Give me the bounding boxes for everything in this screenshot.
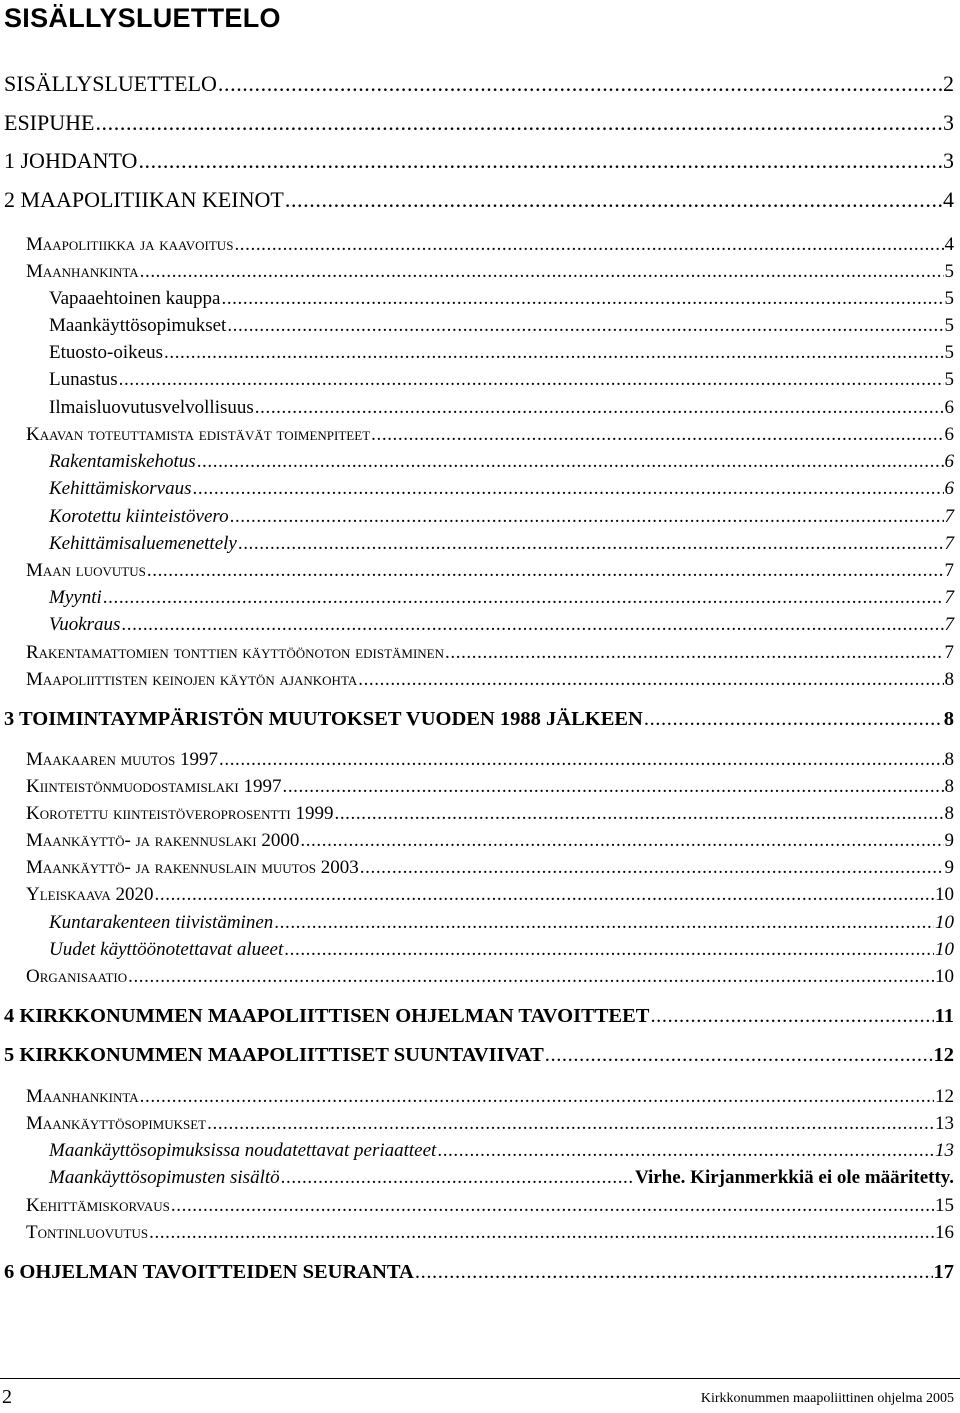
toc-entry-page: 13 xyxy=(935,1140,954,1161)
toc-leader xyxy=(193,478,944,500)
toc-entry-page: 8 xyxy=(944,776,954,797)
toc-entry[interactable] xyxy=(49,342,954,364)
toc-entry-page: 7 xyxy=(944,560,954,581)
toc-leader xyxy=(221,288,943,310)
toc-entry-page: 5 xyxy=(944,288,954,309)
toc-entry-title: 5 KIRKKONUMMEN MAAPOLIITTISET SUUNTAVIIVAT xyxy=(4,1044,544,1066)
toc-entry-page: 4 xyxy=(944,234,954,255)
toc-entry-title: Maankäyttösopimukset xyxy=(26,1113,207,1134)
toc-leader xyxy=(445,642,943,664)
toc-entry[interactable] xyxy=(49,912,954,934)
toc-entry-page: 5 xyxy=(944,315,954,336)
toc-leader xyxy=(119,369,944,391)
toc-entry-title: Tontinluovutus xyxy=(26,1222,149,1243)
toc-entry-title: Lunastus xyxy=(49,369,118,390)
toc-entry-page: 10 xyxy=(935,966,954,987)
toc-entry[interactable] xyxy=(4,187,954,213)
toc-entry-page: 17 xyxy=(933,1261,954,1283)
toc-entry[interactable] xyxy=(49,506,954,528)
toc-entry[interactable] xyxy=(49,587,954,609)
toc-entry-title: Rakentamattomien tonttien käyttöönoton edistäminen xyxy=(26,642,445,663)
toc-entry[interactable] xyxy=(26,1113,954,1135)
toc-entry[interactable] xyxy=(26,234,954,256)
toc-leader xyxy=(360,857,944,879)
toc-entry-title: Maankäyttösopimusten sisältö xyxy=(49,1167,280,1188)
toc-leader xyxy=(545,1044,933,1067)
toc-entry[interactable] xyxy=(26,749,954,771)
toc-leader xyxy=(171,1195,934,1217)
toc-leader xyxy=(334,803,943,825)
toc-entry-title: Kehittämiskorvaus xyxy=(49,478,192,499)
toc-entry[interactable] xyxy=(4,1261,954,1284)
toc-entry-title: Maapolitiikka ja kaavoitus xyxy=(26,234,234,255)
toc-entry-title: 3 TOIMINTAYMPÄRISTÖN MUUTOKSET VUODEN 1988 JÄLKEEN xyxy=(4,708,643,730)
footer-page-number: 2 xyxy=(2,1386,12,1408)
toc-entry[interactable] xyxy=(49,939,954,961)
toc-entry-title: Maanhankinta xyxy=(26,261,139,282)
toc-entry-page: 10 xyxy=(935,912,954,933)
toc-entry-page: 12 xyxy=(935,1086,954,1107)
toc-leader xyxy=(164,342,944,364)
footer-document-title: Kirkkonummen maapoliittinen ohjelma 2005 xyxy=(700,1391,954,1406)
toc-entry[interactable] xyxy=(49,288,954,310)
toc-entry-page: 9 xyxy=(944,857,954,878)
toc-leader xyxy=(207,1113,934,1135)
toc-entry-title: Korotettu kiinteistöveroprosentti 1999 xyxy=(26,803,334,824)
page-title: SISÄLLYSLUETTELO xyxy=(4,3,281,33)
toc-entry[interactable] xyxy=(26,966,954,988)
toc-leader xyxy=(415,1261,933,1284)
toc-entry[interactable] xyxy=(49,315,954,337)
toc-leader xyxy=(650,1005,933,1028)
toc-leader xyxy=(140,1086,934,1108)
toc-leader xyxy=(147,560,944,582)
toc-entry-page: 8 xyxy=(943,708,954,730)
toc-entry[interactable] xyxy=(26,669,954,691)
toc-entry-page: 16 xyxy=(935,1222,954,1243)
toc-entry-title: Maankäyttö- ja rakennuslaki 2000 xyxy=(26,830,300,851)
toc-entry-title: Uudet käyttöönotettavat alueet xyxy=(49,939,284,960)
toc-entry-title: Maan luovutus xyxy=(26,560,146,581)
toc-entry-title: Kiinteistönmuodostamislaki 1997 xyxy=(26,776,282,797)
toc-entry-title: Vuokraus xyxy=(49,614,121,635)
toc-entry-title: 2 MAAPOLITIIKAN KEINOT xyxy=(4,187,284,212)
toc-leader xyxy=(95,110,942,136)
toc-leader xyxy=(358,669,943,691)
toc-entry-page: 5 xyxy=(944,261,954,282)
toc-leader xyxy=(140,261,944,283)
toc-entry[interactable] xyxy=(4,71,954,97)
toc-entry-page: 8 xyxy=(944,803,954,824)
toc-entry[interactable] xyxy=(26,803,954,825)
toc-entry-page: 7 xyxy=(944,614,954,635)
toc-leader xyxy=(644,708,943,731)
toc-entry[interactable] xyxy=(26,830,954,852)
toc-entry[interactable] xyxy=(26,424,954,446)
toc-entry-page: 12 xyxy=(933,1044,954,1066)
toc-leader xyxy=(128,966,934,988)
toc-entry[interactable] xyxy=(49,478,954,500)
toc-entry[interactable] xyxy=(49,1167,954,1189)
toc-leader xyxy=(121,614,943,636)
toc-leader xyxy=(282,776,943,798)
toc-entry-page: 7 xyxy=(944,587,954,608)
toc-entry-page: 15 xyxy=(935,1195,954,1216)
toc-leader xyxy=(218,71,942,97)
toc-entry[interactable] xyxy=(4,1044,954,1067)
toc-entry[interactable] xyxy=(49,533,954,555)
toc-entry-title: Maanhankinta xyxy=(26,1086,139,1107)
toc-entry-title: Vapaaehtoinen kauppa xyxy=(49,288,221,309)
toc-entry-title: Kehittämiskorvaus xyxy=(26,1195,170,1216)
toc-entry-title: Myynti xyxy=(49,587,102,608)
toc-entry-title: 6 OHJELMAN TAVOITTEIDEN SEURANTA xyxy=(4,1261,414,1283)
toc-entry[interactable] xyxy=(26,1086,954,1108)
toc-entry[interactable] xyxy=(49,369,954,391)
toc-leader xyxy=(138,148,942,174)
toc-entry[interactable] xyxy=(49,397,954,419)
toc-entry-title: Maankäyttö- ja rakennuslain muutos 2003 xyxy=(26,857,359,878)
toc-entry-page: 3 xyxy=(943,110,954,135)
footer-divider xyxy=(0,1378,960,1379)
toc-entry-title: Korotettu kiinteistövero xyxy=(49,506,229,527)
toc-entry[interactable] xyxy=(26,1195,954,1217)
toc-entry-title: ESIPUHE xyxy=(4,110,95,135)
toc-entry-page: 4 xyxy=(943,187,954,212)
toc-leader xyxy=(300,830,943,852)
toc-leader xyxy=(371,424,943,446)
toc-entry[interactable] xyxy=(26,776,954,798)
toc-leader xyxy=(227,315,943,337)
toc-leader xyxy=(230,506,944,528)
toc-entry[interactable] xyxy=(26,261,954,283)
toc-leader xyxy=(219,749,944,771)
toc-leader xyxy=(437,1140,934,1162)
toc-leader xyxy=(281,1167,634,1189)
toc-entry-page: 3 xyxy=(943,148,954,173)
toc-entry[interactable] xyxy=(26,884,954,906)
toc-entry-title: Yleiskaava 2020 xyxy=(26,884,154,905)
toc-entry[interactable] xyxy=(26,642,954,664)
toc-entry-title: Maankäyttösopimuksissa noudatettavat periaatteet xyxy=(49,1140,437,1161)
toc-entry-page: 6 xyxy=(944,478,954,499)
toc-entry[interactable] xyxy=(4,708,954,731)
toc-leader xyxy=(285,187,942,213)
toc-entry-page: 10 xyxy=(935,939,954,960)
toc-entry-title: 1 JOHDANTO xyxy=(4,148,138,173)
toc-leader xyxy=(103,587,944,609)
toc-entry-page: 6 xyxy=(944,397,954,418)
toc-leader xyxy=(197,451,944,473)
toc-entry-page: 7 xyxy=(944,533,954,554)
toc-entry-page: 7 xyxy=(944,642,954,663)
toc-entry[interactable] xyxy=(4,148,954,174)
toc-entry-page: 6 xyxy=(944,424,954,445)
toc-entry-page: 5 xyxy=(944,342,954,363)
toc-leader xyxy=(255,397,944,419)
toc-entry-page: 5 xyxy=(944,369,954,390)
toc-entry-page: 9 xyxy=(944,830,954,851)
toc-entry-page: 8 xyxy=(944,669,954,690)
toc-entry-page: 8 xyxy=(944,749,954,770)
toc-entry-title: Maakaaren muutos 1997 xyxy=(26,749,218,770)
toc-entry[interactable] xyxy=(49,1140,954,1162)
toc-entry[interactable] xyxy=(26,1222,954,1244)
toc-entry-title: Etuosto-oikeus xyxy=(49,342,163,363)
toc-leader xyxy=(155,884,934,906)
toc-leader xyxy=(284,939,934,961)
toc-entry-title: Kuntarakenteen tiivistäminen xyxy=(49,912,274,933)
toc-entry-page: Virhe. Kirjanmerkkiä ei ole määritetty. xyxy=(634,1167,954,1188)
toc-entry[interactable] xyxy=(26,857,954,879)
toc-entry[interactable] xyxy=(49,614,954,636)
toc-entry-title: Kehittämisaluemenettely xyxy=(49,533,237,554)
toc-entry-title: Rakentamiskehotus xyxy=(49,451,196,472)
toc-entry[interactable] xyxy=(49,451,954,473)
toc-entry-page: 6 xyxy=(944,451,954,472)
toc-entry[interactable] xyxy=(4,1005,954,1028)
toc-entry[interactable] xyxy=(26,560,954,582)
toc-leader xyxy=(238,533,944,555)
toc-leader xyxy=(149,1222,934,1244)
toc-entry[interactable] xyxy=(4,110,954,136)
toc-entry-page: 11 xyxy=(934,1005,954,1027)
toc-leader xyxy=(234,234,943,256)
toc-entry-title: SISÄLLYSLUETTELO xyxy=(4,71,217,96)
toc-entry-page: 13 xyxy=(935,1113,954,1134)
toc-entry-page: 2 xyxy=(943,71,954,96)
toc-entry-title: Organisaatio xyxy=(26,966,128,987)
toc-entry-title: Maapoliittisten keinojen käytön ajankohta xyxy=(26,669,358,690)
toc-entry-title: 4 KIRKKONUMMEN MAAPOLIITTISEN OHJELMAN TAVOITTEET xyxy=(4,1005,650,1027)
toc-entry-page: 7 xyxy=(944,506,954,527)
toc-entry-title: Ilmaisluovutusvelvollisuus xyxy=(49,397,254,418)
toc-leader xyxy=(274,912,934,934)
toc-entry-title: Kaavan toteuttamista edistävät toimenpiteet xyxy=(26,424,371,445)
toc-entry-page: 10 xyxy=(935,884,954,905)
toc-entry-title: Maankäyttösopimukset xyxy=(49,315,227,336)
